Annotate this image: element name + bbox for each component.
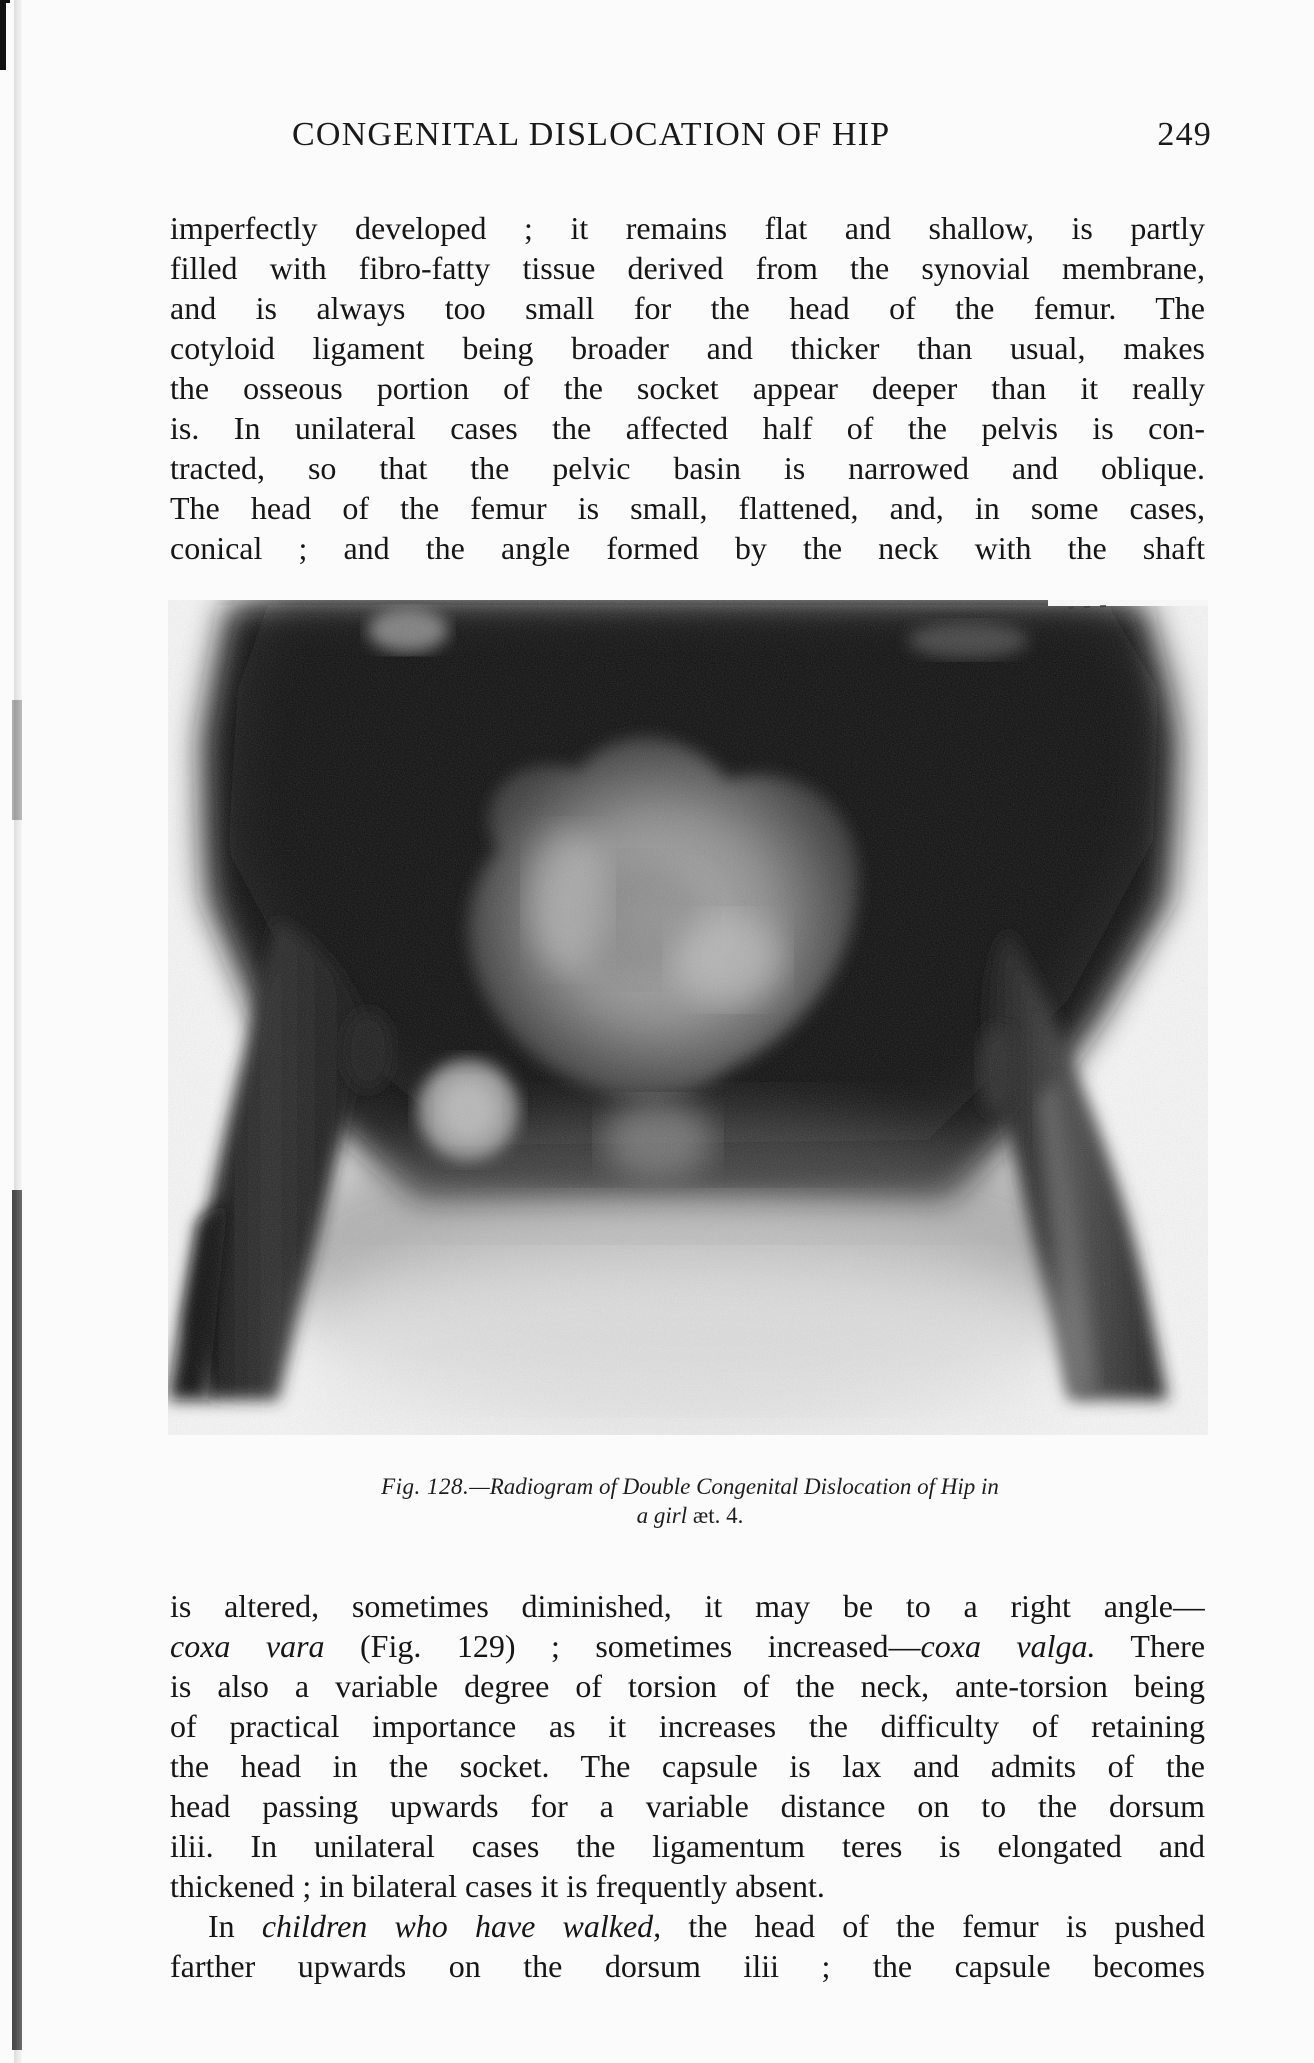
text-line: filled with fibro-fatty tissue derived from the synovial membrane,: [170, 250, 1205, 286]
caption-tail-text: a girl: [636, 1503, 693, 1528]
caption-tail-age: æt. 4.: [692, 1503, 744, 1528]
text-line: of practical importance as it increases the difficulty of retaining: [170, 1708, 1205, 1744]
text-span: the head of the femur is pushed: [661, 1908, 1205, 1944]
text-line: tracted, so that the pelvic basin is narrowed and oblique.: [170, 450, 1205, 486]
text-line: [170, 1906, 1205, 1946]
text-line: [170, 1626, 1205, 1666]
text-line: farther upwards on the dorsum ilii ; the capsule becomes: [170, 1948, 1205, 1984]
text-line: is also a variable degree of torsion of the neck, ante-torsion being: [170, 1668, 1205, 1704]
radiogram-figure: [168, 600, 1208, 1435]
term-coxa-vara: coxa vara: [170, 1628, 325, 1664]
term-coxa-valga: coxa valga.: [920, 1628, 1096, 1664]
running-head-title: CONGENITAL DISLOCATION OF HIP: [292, 116, 891, 153]
text-line: The head of the femur is small, flattened, and, in some cases,: [170, 490, 1205, 526]
figure-caption-text: —Radiogram of Double Congenital Dislocation of Hip in: [469, 1474, 999, 1499]
text-span: In: [208, 1908, 262, 1944]
running-head: [292, 116, 1212, 160]
text-line: the osseous portion of the socket appear deeper than it really: [170, 370, 1205, 406]
text-line: thickened ; in bilateral cases it is frequently absent.: [170, 1868, 825, 1904]
text-line: is altered, sometimes diminished, it may be to a right angle—: [170, 1588, 1205, 1624]
text-line: conical ; and the angle formed by the neck with the shaft: [170, 530, 1205, 566]
figure-caption-tail: [230, 1501, 1150, 1530]
text-line: ilii. In unilateral cases the ligamentum teres is elongated and: [170, 1828, 1205, 1864]
scan-edge-strip: [12, 1190, 22, 2050]
figure-caption: [230, 1472, 1150, 1530]
figure-label: Fig. 128.: [381, 1474, 470, 1499]
scan-edge-mark: [0, 0, 10, 70]
text-span: (Fig. 129) ; sometimes increased—: [324, 1628, 921, 1664]
text-line: the head in the socket. The capsule is lax and admits of the: [170, 1748, 1205, 1784]
text-line: imperfectly developed ; it remains flat and shallow, is partly: [170, 210, 1205, 246]
page-number: 249: [1157, 116, 1212, 153]
paragraph-bottom: [170, 1586, 1205, 1986]
text-line: and is always too small for the head of the femur. The: [170, 290, 1205, 326]
text-line: cotyloid ligament being broader and thicker than usual, makes: [170, 330, 1205, 366]
emphasis-walked: children who have walked,: [261, 1908, 662, 1944]
hip-radiogram-image: [168, 600, 1208, 1435]
text-line: head passing upwards for a variable distance on to the dorsum: [170, 1788, 1205, 1824]
text-span: There: [1095, 1628, 1205, 1664]
scan-edge-strip: [12, 700, 22, 820]
text-line: is. In unilateral cases the affected half of the pelvis is con-: [170, 410, 1205, 446]
paragraph-top: [170, 208, 1205, 568]
